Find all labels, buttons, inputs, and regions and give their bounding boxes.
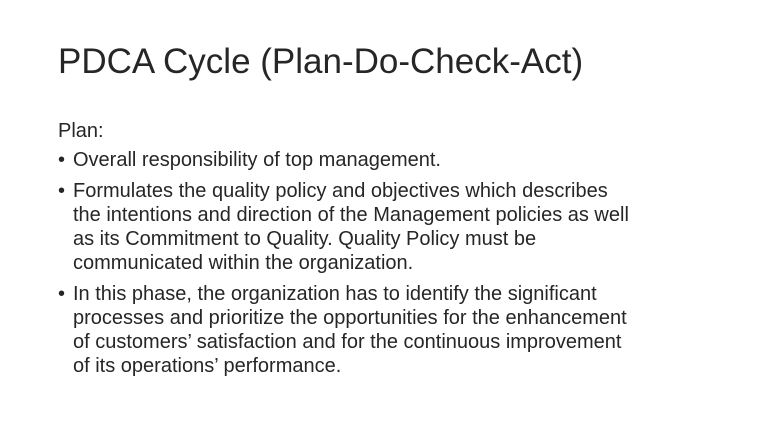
bullet-dot-icon: • — [58, 283, 66, 305]
section-heading: Plan: — [58, 120, 104, 142]
bullet-list — [58, 148, 748, 385]
bullet-text: Formulates the quality policy and objectives which describes the intentions and direction of the Management policies as well as its Commitment to Quality. Quality Policy must be communicated within the organization. — [73, 180, 629, 274]
bullet-item — [58, 282, 748, 378]
bullet-text: In this phase, the organization has to identify the significant processes and prioritize the opportunities for the enhancement of customers’ satisfaction and for the continuous improvement of its operations’ performance. — [73, 283, 627, 377]
slide-title: PDCA Cycle (Plan-Do-Check-Act) — [58, 42, 584, 81]
bullet-text: Overall responsibility of top management. — [73, 149, 441, 171]
bullet-dot-icon: • — [58, 180, 66, 202]
bullet-item — [58, 148, 748, 172]
bullet-dot-icon: • — [58, 149, 66, 171]
bullet-item — [58, 179, 748, 275]
